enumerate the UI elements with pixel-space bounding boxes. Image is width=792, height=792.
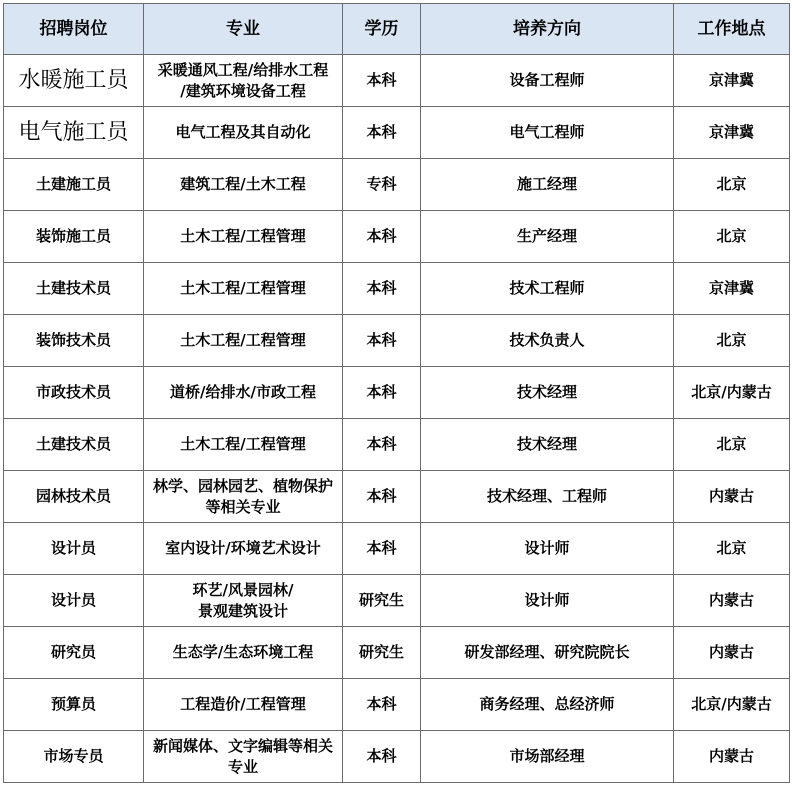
degree-cell: 专科 [343,159,421,211]
table-row [4,419,790,471]
location-cell: 内蒙古 [674,731,790,783]
table-row [4,367,790,419]
direction-cell: 技术工程师 [421,263,674,315]
location-cell: 京津冀 [674,263,790,315]
location-cell: 内蒙古 [674,627,790,679]
location-cell: 京津冀 [674,107,790,159]
position-cell: 电气施工员 [4,107,144,159]
table-row [4,627,790,679]
major-line: 等相关专业 [205,497,281,516]
location-cell: 北京 [674,211,790,263]
direction-cell: 研发部经理、研究院院长 [421,627,674,679]
direction-cell: 设备工程师 [421,55,674,107]
table-row [4,575,790,627]
location-cell: 北京 [674,419,790,471]
position-cell: 市场专员 [4,731,144,783]
major-line: 采暖通风工程/给排水工程 [157,60,329,79]
major-line: 新闻媒体、文字编辑等相关 [152,736,333,755]
major-cell: 工程造价/工程管理 [144,679,343,731]
direction-cell: 技术负责人 [421,315,674,367]
position-cell: 园林技术员 [4,471,144,523]
degree-cell: 研究生 [343,575,421,627]
degree-cell: 研究生 [343,627,421,679]
direction-cell: 生产经理 [421,211,674,263]
major-cell: 生态学/生态环境工程 [144,627,343,679]
direction-cell: 技术经理、工程师 [421,471,674,523]
table-row [4,107,790,159]
table-row [4,731,790,783]
position-cell: 土建技术员 [4,419,144,471]
degree-cell: 本科 [343,55,421,107]
table-row [4,471,790,523]
direction-cell: 技术经理 [421,367,674,419]
direction-cell: 商务经理、总经济师 [421,679,674,731]
direction-cell: 技术经理 [421,419,674,471]
major-cell: 电气工程及其自动化 [144,107,343,159]
major-line: 专业 [227,757,258,776]
location-cell: 京津冀 [674,55,790,107]
position-cell: 研究员 [4,627,144,679]
recruitment-table [3,3,790,783]
location-cell: 北京/内蒙古 [674,679,790,731]
degree-cell: 本科 [343,211,421,263]
major-line: 环艺/风景园林/ [192,580,294,599]
location-cell: 北京/内蒙古 [674,367,790,419]
table-row [4,263,790,315]
location-cell: 北京 [674,315,790,367]
major-cell [144,731,343,783]
degree-cell: 本科 [343,419,421,471]
table-row [4,159,790,211]
major-line: 景观建筑设计 [197,601,288,620]
degree-cell: 本科 [343,731,421,783]
position-cell: 设计员 [4,523,144,575]
location-cell: 北京 [674,523,790,575]
direction-cell: 设计师 [421,523,674,575]
direction-cell: 电气工程师 [421,107,674,159]
major-cell [144,471,343,523]
position-cell: 装饰技术员 [4,315,144,367]
degree-cell: 本科 [343,679,421,731]
degree-cell: 本科 [343,471,421,523]
location-cell: 内蒙古 [674,575,790,627]
table-header [4,4,790,55]
degree-cell: 本科 [343,315,421,367]
position-cell: 土建施工员 [4,159,144,211]
major-cell: 室内设计/环境艺术设计 [144,523,343,575]
major-cell: 道桥/给排水/市政工程 [144,367,343,419]
location-cell: 北京 [674,159,790,211]
major-cell: 土木工程/工程管理 [144,419,343,471]
position-cell: 预算员 [4,679,144,731]
major-line: 林学、园林园艺、植物保护 [152,476,333,495]
header-position: 招聘岗位 [4,4,144,55]
table-body [4,55,790,783]
location-cell: 内蒙古 [674,471,790,523]
degree-cell: 本科 [343,107,421,159]
position-cell: 装饰施工员 [4,211,144,263]
direction-cell: 设计师 [421,575,674,627]
header-degree: 学历 [343,4,421,55]
table-row [4,679,790,731]
header-row [4,4,790,55]
header-major: 专业 [144,4,343,55]
table-row [4,523,790,575]
major-cell: 建筑工程/土木工程 [144,159,343,211]
header-location: 工作地点 [674,4,790,55]
table-row [4,55,790,107]
position-cell: 土建技术员 [4,263,144,315]
position-cell: 水暖施工员 [4,55,144,107]
direction-cell: 施工经理 [421,159,674,211]
table-row [4,211,790,263]
major-cell: 土木工程/工程管理 [144,211,343,263]
table-row [4,315,790,367]
degree-cell: 本科 [343,367,421,419]
header-direction: 培养方向 [421,4,674,55]
major-cell [144,55,343,107]
major-cell [144,575,343,627]
position-cell: 市政技术员 [4,367,144,419]
degree-cell: 本科 [343,523,421,575]
major-cell: 土木工程/工程管理 [144,315,343,367]
position-cell: 设计员 [4,575,144,627]
degree-cell: 本科 [343,263,421,315]
direction-cell: 市场部经理 [421,731,674,783]
major-cell: 土木工程/工程管理 [144,263,343,315]
major-line: /建筑环境设备工程 [180,81,306,100]
